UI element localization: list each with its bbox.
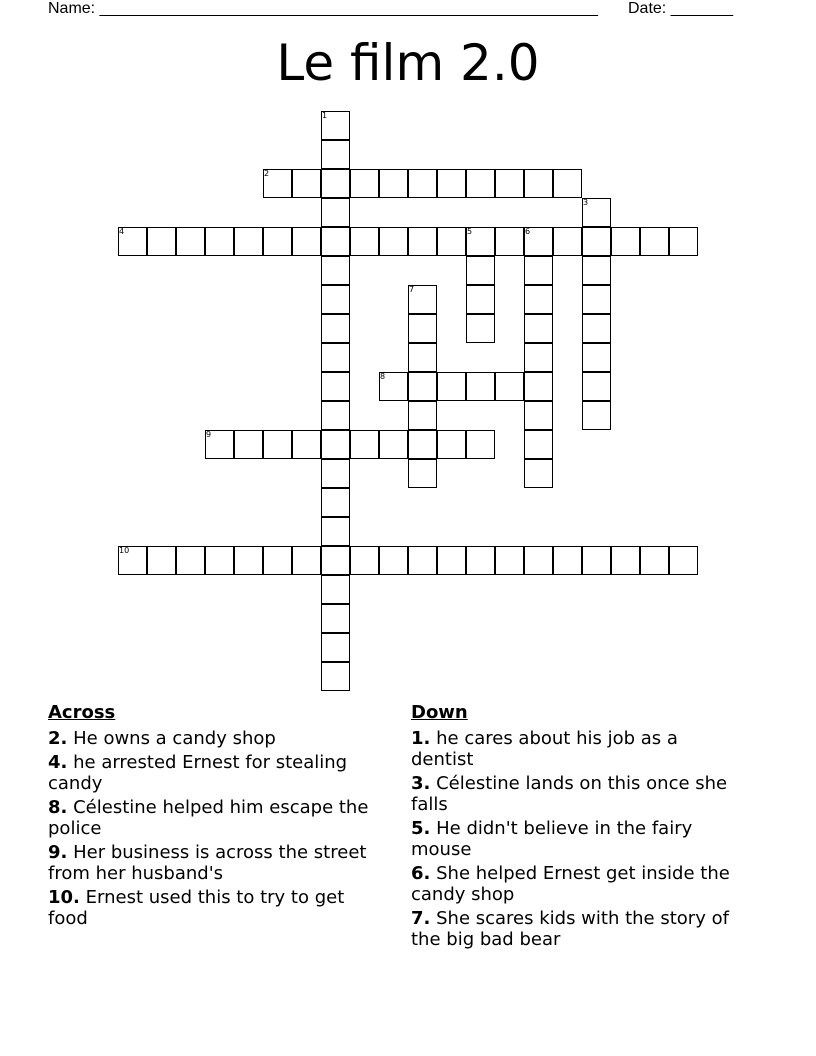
crossword-cell[interactable] [524, 401, 553, 430]
clue-number: 8 [380, 372, 386, 381]
crossword-cell[interactable] [321, 198, 350, 227]
crossword-cell[interactable] [582, 256, 611, 285]
crossword-cell[interactable] [524, 314, 553, 343]
crossword-cell[interactable] [292, 169, 321, 198]
crossword-cell[interactable] [321, 372, 350, 401]
crossword-cell[interactable] [524, 285, 553, 314]
crossword-cell[interactable] [292, 227, 321, 256]
clue-number: 1. [411, 728, 431, 749]
down-clues [411, 702, 746, 953]
crossword-cell[interactable] [176, 546, 205, 575]
crossword-cell[interactable] [437, 169, 466, 198]
clue-text: She scares kids with the story of the big bad bear [411, 908, 729, 950]
crossword-cell[interactable] [321, 314, 350, 343]
crossword-cell[interactable] [234, 227, 263, 256]
date-field-label: Date: _______ [628, 0, 733, 17]
crossword-cell[interactable] [321, 430, 350, 459]
clue-number: 2. [48, 728, 68, 749]
crossword-cell[interactable] [379, 430, 408, 459]
crossword-cell[interactable] [321, 285, 350, 314]
crossword-cell[interactable] [582, 285, 611, 314]
crossword-cell[interactable] [466, 314, 495, 343]
crossword-cell[interactable] [466, 546, 495, 575]
clue-number: 8. [48, 797, 68, 818]
crossword-cell[interactable] [408, 372, 437, 401]
clue-item [48, 752, 388, 794]
crossword-cell[interactable] [321, 546, 350, 575]
clue-text: Her business is across the street from her husband's [48, 842, 367, 884]
crossword-cell[interactable] [611, 227, 640, 256]
crossword-cell[interactable] [379, 227, 408, 256]
clue-item [411, 863, 746, 905]
crossword-cell[interactable] [350, 546, 379, 575]
crossword-cell[interactable] [321, 256, 350, 285]
clue-number: 2 [264, 169, 270, 178]
clue-number: 10. [48, 887, 80, 908]
crossword-cell[interactable] [321, 604, 350, 633]
crossword-cell[interactable] [582, 401, 611, 430]
crossword-cell[interactable] [495, 227, 524, 256]
clue-text: She helped Ernest get inside the candy shop [411, 863, 730, 905]
crossword-cell[interactable] [466, 430, 495, 459]
crossword-cell[interactable] [437, 372, 466, 401]
crossword-cell[interactable] [147, 227, 176, 256]
clue-number: 4 [119, 227, 125, 236]
crossword-cell[interactable] [524, 546, 553, 575]
crossword-cell[interactable] [466, 256, 495, 285]
crossword-cell[interactable] [524, 256, 553, 285]
crossword-cell[interactable] [263, 430, 292, 459]
crossword-cell[interactable] [437, 430, 466, 459]
across-clues [48, 702, 388, 932]
crossword-cell[interactable] [553, 169, 582, 198]
crossword-cell[interactable] [582, 546, 611, 575]
clue-text: he cares about his job as a dentist [411, 728, 678, 770]
crossword-cell[interactable] [234, 546, 263, 575]
clue-item [48, 728, 388, 749]
crossword-cell[interactable] [582, 343, 611, 372]
clue-number: 3 [583, 198, 589, 207]
crossword-cell[interactable] [524, 372, 553, 401]
crossword-cell[interactable] [495, 546, 524, 575]
clue-number: 5 [467, 227, 473, 236]
crossword-cell[interactable] [408, 546, 437, 575]
crossword-cell[interactable] [553, 546, 582, 575]
crossword-cell[interactable] [408, 227, 437, 256]
clue-text: He owns a candy shop [73, 728, 276, 749]
clue-number: 6. [411, 863, 431, 884]
crossword-cell[interactable] [640, 546, 669, 575]
crossword-cell[interactable] [582, 372, 611, 401]
clue-number: 9. [48, 842, 68, 863]
crossword-cell[interactable] [524, 459, 553, 488]
crossword-cell[interactable] [350, 169, 379, 198]
clue-number: 5. [411, 818, 431, 839]
crossword-cell[interactable] [640, 227, 669, 256]
clue-item [48, 797, 388, 839]
clue-number: 7. [411, 908, 431, 929]
crossword-cell[interactable] [524, 343, 553, 372]
crossword-cell[interactable] [524, 169, 553, 198]
clue-item [411, 728, 746, 770]
crossword-cell[interactable] [321, 459, 350, 488]
crossword-cell[interactable] [669, 546, 698, 575]
crossword-cell[interactable] [437, 546, 466, 575]
clue-text: Ernest used this to try to get food [48, 887, 345, 929]
crossword-cell[interactable] [321, 575, 350, 604]
crossword-cell[interactable] [292, 546, 321, 575]
crossword-cell[interactable] [205, 227, 234, 256]
clue-item [411, 773, 746, 815]
crossword-cell[interactable] [263, 546, 292, 575]
crossword-cell[interactable] [379, 169, 408, 198]
crossword-cell[interactable] [321, 488, 350, 517]
name-field-label: Name: ________________________________________________________ [48, 0, 598, 17]
crossword-cell[interactable] [466, 372, 495, 401]
clue-number: 1 [322, 111, 328, 120]
crossword-cell[interactable] [234, 430, 263, 459]
crossword-cell[interactable] [321, 227, 350, 256]
clue-number: 7 [409, 285, 415, 294]
clue-text: he arrested Ernest for stealing candy [48, 752, 348, 794]
crossword-cell[interactable] [321, 633, 350, 662]
clue-item [411, 818, 746, 860]
crossword-cell[interactable] [321, 140, 350, 169]
crossword-cell[interactable] [321, 662, 350, 691]
down-heading: Down [411, 702, 468, 723]
crossword-cell[interactable] [321, 343, 350, 372]
clue-item [48, 887, 388, 929]
crossword-cell[interactable] [466, 285, 495, 314]
crossword-cell[interactable] [350, 430, 379, 459]
clue-text: He didn't believe in the fairy mouse [411, 818, 693, 860]
crossword-cell[interactable] [466, 169, 495, 198]
clue-number: 4. [48, 752, 68, 773]
crossword-cell[interactable] [205, 546, 234, 575]
clue-number: 9 [206, 430, 212, 439]
clue-number: 3. [411, 773, 431, 794]
crossword-cell[interactable] [611, 546, 640, 575]
page-title: Le film 2.0 [276, 34, 540, 92]
crossword-cell[interactable] [582, 227, 611, 256]
crossword-cell[interactable] [350, 227, 379, 256]
clue-text: Célestine lands on this once she falls [411, 773, 728, 815]
crossword-cell[interactable] [408, 343, 437, 372]
crossword-cell[interactable] [582, 314, 611, 343]
crossword-cell[interactable] [321, 517, 350, 546]
crossword-cell[interactable] [495, 169, 524, 198]
clue-item [48, 842, 388, 884]
crossword-cell[interactable] [321, 401, 350, 430]
crossword-cell[interactable] [524, 430, 553, 459]
crossword-cell[interactable] [408, 459, 437, 488]
crossword-cell[interactable] [495, 372, 524, 401]
clue-text: Célestine helped him escape the police [48, 797, 369, 839]
crossword-cell[interactable] [669, 227, 698, 256]
clue-number: 10 [119, 546, 130, 555]
crossword-cell[interactable] [408, 169, 437, 198]
crossword-cell[interactable] [263, 227, 292, 256]
crossword-cell[interactable] [408, 314, 437, 343]
crossword-cell[interactable] [379, 546, 408, 575]
across-heading: Across [48, 702, 116, 723]
clue-item [411, 908, 746, 950]
crossword-cell[interactable] [292, 430, 321, 459]
crossword-cell[interactable] [553, 227, 582, 256]
crossword-cell[interactable] [437, 227, 466, 256]
crossword-cell[interactable] [176, 227, 205, 256]
clue-number: 6 [525, 227, 531, 236]
crossword-cell[interactable] [147, 546, 176, 575]
crossword-cell[interactable] [321, 169, 350, 198]
crossword-cell[interactable] [408, 401, 437, 430]
crossword-cell[interactable] [408, 430, 437, 459]
